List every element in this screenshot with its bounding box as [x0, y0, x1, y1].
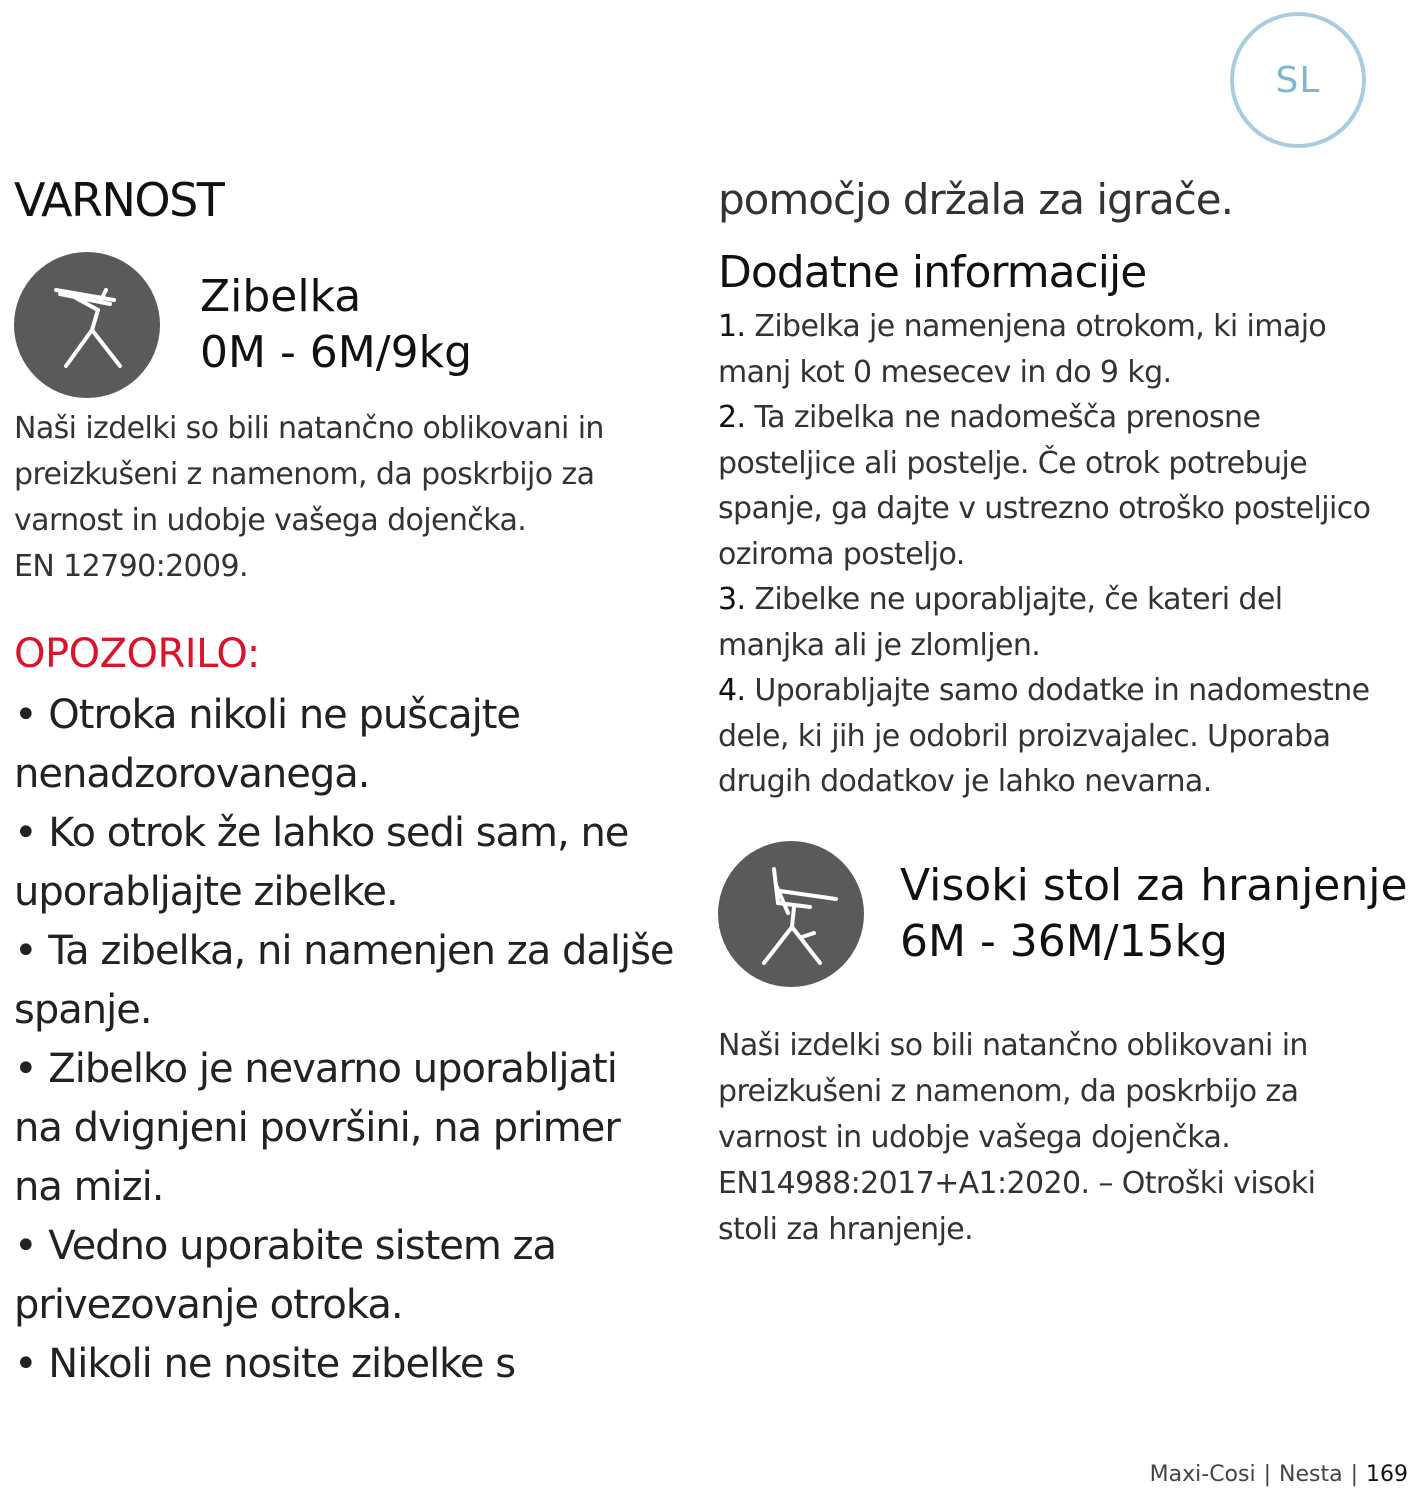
language-badge: SL — [1230, 12, 1366, 148]
info-line — [718, 668, 1408, 714]
warning-line: • Otroka nikoli ne pušcajte — [14, 692, 520, 738]
highchair-icon — [718, 841, 864, 987]
highchair-icon-graphic — [718, 841, 864, 987]
warning-line: • Ta zibelka, ni namenjen za daljše — [14, 928, 674, 974]
continued-warning-text: pomočjo držala za igrače. — [718, 175, 1233, 224]
info-text: Zibelka je namenjena otrokom, ki imajo — [745, 309, 1327, 344]
info-line — [718, 486, 1408, 532]
info-list — [718, 304, 1408, 805]
footer-separator: | — [1350, 1462, 1358, 1487]
description-line: preizkušeni z namenom, da poskrbijo za — [718, 1073, 1299, 1109]
warning-line: spanje. — [14, 987, 152, 1033]
product-name — [900, 858, 1408, 970]
info-line — [718, 395, 1408, 441]
info-text: Zibelke ne uporabljajte, če kateri del — [745, 582, 1283, 617]
description-line: preizkušeni z namenom, da poskrbijo za — [14, 457, 595, 492]
info-text: oziroma posteljo. — [718, 536, 965, 572]
bouncer-icon — [14, 252, 160, 398]
info-text: Ta zibelka ne nadomešča prenosne — [745, 400, 1261, 435]
warning-list — [14, 686, 694, 1394]
warning-title: OPOZORILO: — [14, 631, 260, 677]
product-age-weight: 6M - 36M/15kg — [900, 915, 1228, 967]
info-line — [718, 577, 1408, 623]
right-column — [718, 170, 1408, 1253]
left-column — [14, 170, 694, 1394]
info-number: 1. — [718, 309, 746, 344]
section-title: VARNOST — [14, 173, 224, 227]
footer-product: Nesta — [1279, 1462, 1343, 1487]
page-number: 169 — [1366, 1462, 1408, 1487]
info-text: Uporabljajte samo dodatke in nadomestne — [745, 673, 1370, 708]
description-line: varnost in udobje vašega dojenčka. — [14, 503, 527, 538]
highchair-description — [718, 1023, 1408, 1253]
info-line — [718, 714, 1408, 760]
warning-line: • Ko otrok že lahko sedi sam, ne — [14, 810, 629, 856]
info-text: spanje, ga dajte v ustrezno otroško posteljico — [718, 491, 1371, 526]
info-text: dele, ki jih je odobril proizvajalec. Uporaba — [718, 718, 1331, 754]
warning-line: • Nikoli ne nosite zibelke s — [14, 1341, 516, 1387]
bouncer-icon-graphic — [14, 252, 160, 398]
info-line — [718, 623, 1408, 669]
info-line — [718, 304, 1408, 350]
description-line: Naši izdelki so bili natančno oblikovani in — [718, 1027, 1308, 1063]
warning-line: uporabljajte zibelke. — [14, 869, 398, 915]
info-title: Dodatne informacije — [718, 247, 1147, 298]
info-number: 4. — [718, 673, 746, 708]
standard-reference: EN14988:2017+A1:2020. – Otroški visoki — [718, 1165, 1316, 1201]
footer-brand: Maxi-Cosi — [1149, 1462, 1256, 1487]
warning-line: na mizi. — [14, 1164, 164, 1210]
product-bouncer — [14, 252, 694, 398]
description-line: Naši izdelki so bili natančno oblikovani in — [14, 411, 604, 446]
product-age-weight: 0M - 6M/9kg — [200, 327, 472, 378]
warning-line: • Zibelko je nevarno uporabljati — [14, 1046, 617, 1092]
description-line: stoli za hranjenje. — [718, 1211, 974, 1247]
info-text: manj kot 0 mesecev in do 9 kg. — [718, 354, 1172, 390]
info-line — [718, 350, 1408, 396]
info-text: drugih dodatkov je lahko nevarna. — [718, 764, 1212, 799]
info-text: posteljice ali postelje. Če otrok potrebuje — [718, 445, 1308, 481]
info-line — [718, 532, 1408, 578]
standard-reference: EN 12790:2009. — [14, 549, 248, 584]
info-text: manjka ali je zlomljen. — [718, 627, 1041, 663]
warning-line: • Vedno uporabite sistem za — [14, 1223, 557, 1269]
info-line — [718, 759, 1408, 805]
warning-line: na dvignjeni površini, na primer — [14, 1105, 620, 1151]
footer-separator: | — [1263, 1462, 1272, 1487]
info-number: 2. — [718, 400, 746, 435]
page-footer — [1150, 1462, 1408, 1487]
info-number: 3. — [718, 582, 746, 617]
safety-description — [14, 406, 694, 590]
warning-line: nenadzorovanega. — [14, 751, 370, 797]
product-name — [200, 269, 472, 381]
description-line: varnost in udobje vašega dojenčka. — [718, 1119, 1231, 1155]
product-title: Visoki stol za hranjenje — [900, 859, 1408, 911]
warning-line: privezovanje otroka. — [14, 1282, 403, 1328]
product-title: Zibelka — [200, 271, 362, 322]
product-highchair — [718, 841, 1408, 987]
info-line — [718, 441, 1408, 487]
